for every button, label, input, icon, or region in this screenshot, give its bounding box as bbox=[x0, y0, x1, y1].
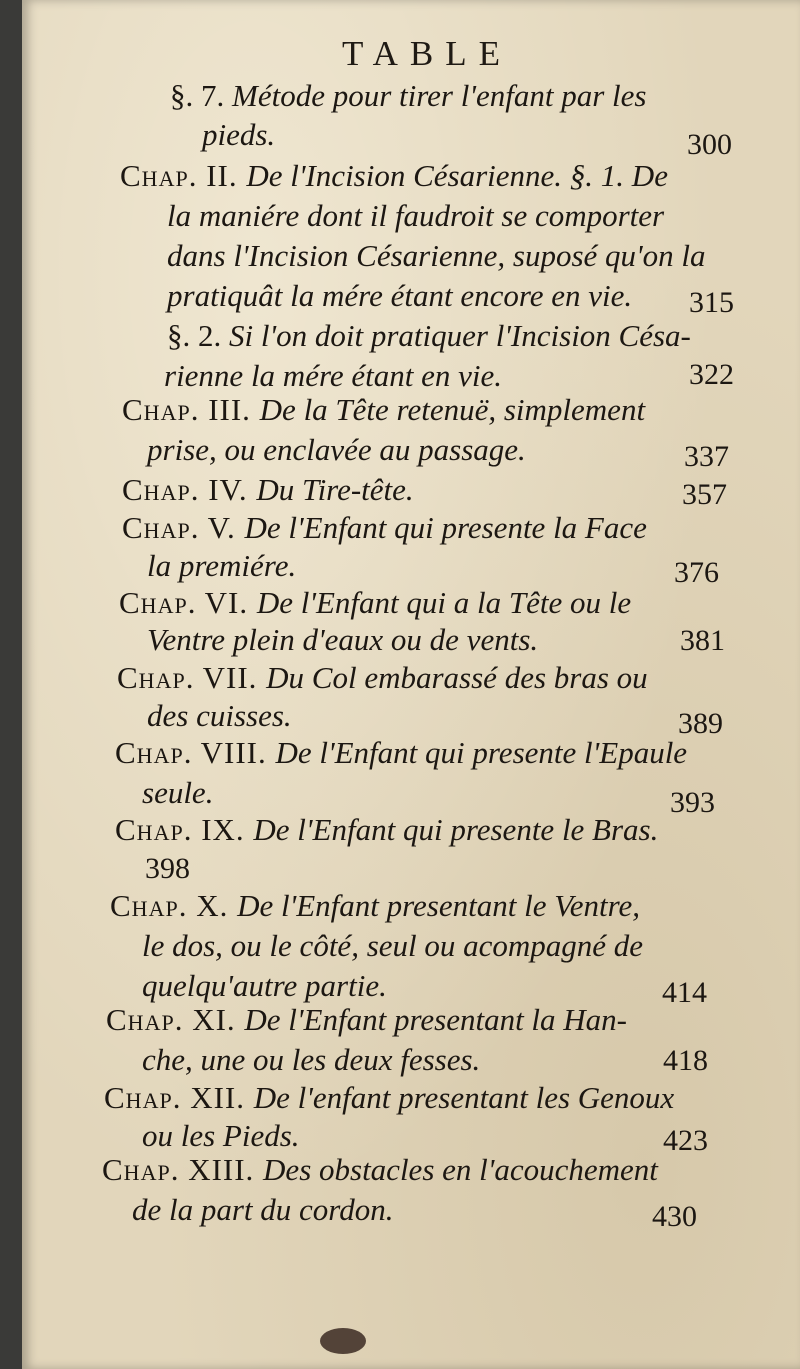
toc-line: che, une ou les deux fesses. bbox=[142, 1042, 481, 1077]
toc-line: de la part du cordon. bbox=[132, 1192, 394, 1227]
toc-line: Chap. X. De l'Enfant presentant le Ventre, bbox=[110, 888, 641, 923]
toc-page-number: 423 bbox=[663, 1124, 708, 1157]
toc-page-number: 430 bbox=[652, 1200, 697, 1233]
toc-line: Chap. IV. Du Tire-tête. bbox=[122, 472, 414, 507]
book-page bbox=[22, 0, 800, 1369]
toc-line: §. 2. Si l'on doit pratiquer l'Incision Césa- bbox=[167, 318, 691, 353]
toc-line: Chap. V. De l'Enfant qui presente la Face bbox=[122, 510, 647, 545]
toc-page-number: 376 bbox=[674, 556, 719, 589]
toc-page-number: 357 bbox=[682, 478, 727, 511]
toc-line: le dos, ou le côté, seul ou acompagné de bbox=[142, 928, 644, 963]
running-head: TABLE bbox=[342, 34, 512, 73]
toc-line: ou les Pieds. bbox=[142, 1118, 300, 1153]
toc-line: Chap. III. De la Tête retenuë, simplement bbox=[122, 392, 646, 427]
toc-line: Ventre plein d'eaux ou de vents. bbox=[147, 622, 539, 657]
toc-page-number: 398 bbox=[145, 852, 190, 885]
toc-line: quelqu'autre partie. bbox=[142, 968, 387, 1003]
toc-page-number: 300 bbox=[687, 128, 732, 161]
ink-blot-ornament bbox=[320, 1328, 366, 1354]
toc-page-number: 389 bbox=[678, 707, 723, 740]
toc-line: pratiquât la mére étant encore en vie. bbox=[167, 278, 633, 313]
toc-line: la premiére. bbox=[147, 548, 297, 583]
toc-line: pieds. bbox=[202, 117, 276, 152]
toc-line: Chap. VI. De l'Enfant qui a la Tête ou le bbox=[119, 585, 632, 620]
toc-line: Chap. IX. De l'Enfant qui presente le Bras. bbox=[115, 812, 659, 847]
toc-line: Chap. II. De l'Incision Césarienne. §. 1. De bbox=[120, 158, 668, 193]
toc-line: dans l'Incision Césarienne, suposé qu'on la bbox=[167, 238, 706, 273]
toc-line: la maniére dont il faudroit se comporter bbox=[167, 198, 665, 233]
toc-page-number: 337 bbox=[684, 440, 729, 473]
toc-line: Chap. XI. De l'Enfant presentant la Han- bbox=[106, 1002, 628, 1037]
toc-line: seule. bbox=[142, 775, 214, 810]
toc-line: Chap. VII. Du Col embarassé des bras ou bbox=[117, 660, 648, 695]
toc-line: prise, ou enclavée au passage. bbox=[147, 432, 526, 467]
toc-page-number: 418 bbox=[663, 1044, 708, 1077]
toc-line: §. 7. Métode pour tirer l'enfant par les bbox=[170, 78, 647, 113]
toc-page-number: 315 bbox=[689, 286, 734, 319]
toc-page-number: 381 bbox=[680, 624, 725, 657]
toc-line: rienne la mére étant en vie. bbox=[164, 358, 503, 393]
toc-line: Chap. XII. De l'enfant presentant les Genoux bbox=[104, 1080, 675, 1115]
toc-page-number: 393 bbox=[670, 786, 715, 819]
toc-page-number: 322 bbox=[689, 358, 734, 391]
toc-line: Chap. VIII. De l'Enfant qui presente l'Epaule bbox=[115, 735, 688, 770]
toc-line: des cuisses. bbox=[147, 698, 292, 733]
toc-page-number: 414 bbox=[662, 976, 707, 1009]
toc-line: Chap. XIII. Des obstacles en l'acouchement bbox=[102, 1152, 658, 1187]
